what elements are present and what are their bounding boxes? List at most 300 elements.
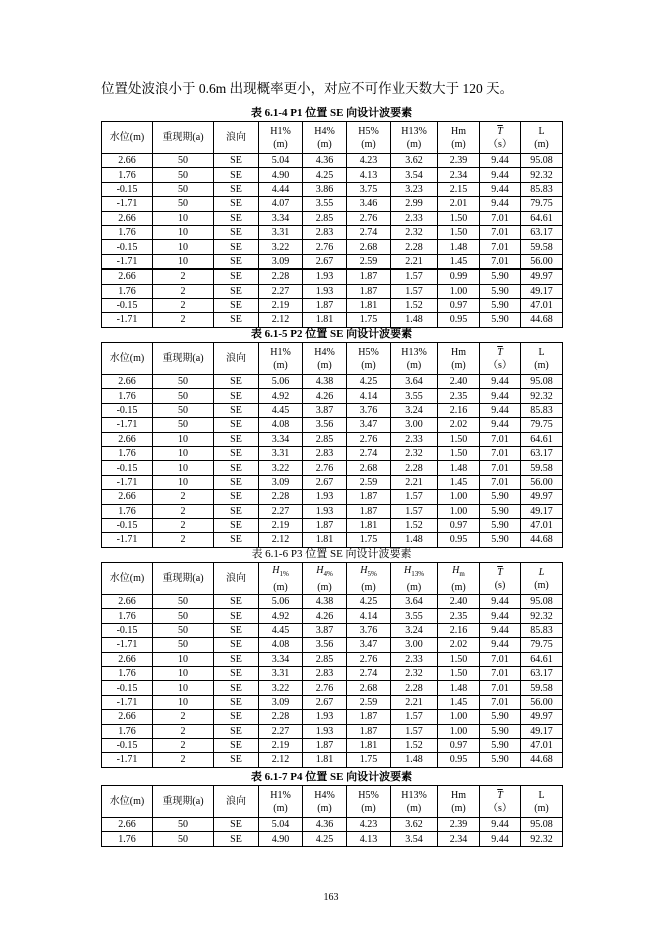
table-cell: SE [214,240,259,254]
table-cell: 3.64 [391,595,438,609]
table-cell: 2 [153,724,214,738]
table-cell: 5.90 [480,490,521,504]
table-cell: 0.95 [438,533,480,547]
table-cell: -1.71 [102,638,153,652]
table-cell: -1.71 [102,254,153,269]
table-cell: SE [214,225,259,239]
table-cell: 3.87 [303,403,347,417]
table-cell: 9.44 [480,197,521,211]
table-cell: 4.45 [259,623,303,637]
table-cell: 1.00 [438,710,480,724]
table-cell: 2.76 [347,652,391,666]
table-cell: 10 [153,695,214,709]
table-cell: 64.61 [521,432,563,446]
table-cell: 7.01 [480,446,521,460]
table-cell: 92.32 [521,832,563,846]
table-cell: 2.67 [303,475,347,489]
table-cell: 2.59 [347,254,391,269]
table-cell: 3.09 [259,695,303,709]
table-cell: 3.54 [391,832,438,846]
header-h4: H4% (m) [303,122,347,154]
table-cell: SE [214,595,259,609]
table-cell: 7.01 [480,666,521,680]
header-h1: H1% (m) [259,343,303,375]
table-cell: 4.23 [347,818,391,832]
table-cell: SE [214,724,259,738]
header-hm: Hm (m) [438,786,480,818]
table-cell: 2.85 [303,652,347,666]
table-cell: SE [214,211,259,225]
table-cell: SE [214,182,259,196]
table-cell: 1.76 [102,446,153,460]
table-cell: SE [214,738,259,752]
table-row [102,490,563,504]
table-cell: SE [214,446,259,460]
table-row [102,403,563,417]
table-cell: -0.15 [102,298,153,312]
table-cell: 5.90 [480,504,521,518]
table-cell: 64.61 [521,652,563,666]
table-cell: 2.34 [438,832,480,846]
table-cell: SE [214,753,259,767]
table-cell: 5.04 [259,154,303,168]
table-cell: 3.47 [347,418,391,432]
table-cell: 2.28 [391,461,438,475]
wave-table-p3 [101,562,563,768]
table-row [102,724,563,738]
table-cell: SE [214,432,259,446]
table-cell: 3.76 [347,403,391,417]
table-row [102,753,563,767]
table-cell: 50 [153,197,214,211]
table-cell: 1.93 [303,710,347,724]
table-cell: 2.39 [438,818,480,832]
table-cell: 2.19 [259,298,303,312]
table-row [102,389,563,403]
table-cell: 56.00 [521,475,563,489]
table-cell: 1.50 [438,432,480,446]
table-cell: 5.90 [480,284,521,298]
table-cell: 2.33 [391,652,438,666]
table-cell: 3.87 [303,623,347,637]
table-cell: 3.24 [391,623,438,637]
table-cell: 3.47 [347,638,391,652]
table-cell: 2.66 [102,375,153,389]
table-cell: 4.25 [347,595,391,609]
table-caption-6-1-6: 表 6.1-6 P3 位置 SE 向设计波要素 [251,548,412,560]
table-cell: 2.66 [102,154,153,168]
table-cell: 85.83 [521,623,563,637]
table-cell: 92.32 [521,609,563,623]
table-cell: 3.76 [347,623,391,637]
table-cell: 1.50 [438,666,480,680]
table-caption-6-1-5: 表 6.1-5 P2 位置 SE 向设计波要素 [250,328,413,340]
table-cell: 1.50 [438,211,480,225]
header-h4: $H_{4\%}$ (m) [303,563,347,595]
table-cell: 3.23 [391,182,438,196]
table-cell: 0.95 [438,753,480,767]
table-cell: SE [214,818,259,832]
table-row [102,818,563,832]
table-cell: 1.81 [303,313,347,327]
table-cell: 5.04 [259,818,303,832]
header-hm: $H_m$ (m) [438,563,480,595]
table-cell: 7.01 [480,254,521,269]
table-cell: 2.59 [347,475,391,489]
table-cell: SE [214,168,259,182]
table-row [102,240,563,254]
table-row [102,609,563,623]
table-cell: 49.17 [521,724,563,738]
header-water-level: 水位(m) [102,343,153,375]
header-hm: Hm (m) [438,122,480,154]
intro-paragraph: 位置处波浪小于 0.6m 出现概率更小，对应不可作业天数大于 120 天。 [101,81,514,96]
table-cell: 95.08 [521,375,563,389]
table-cell: 2.66 [102,652,153,666]
table-cell: 9.44 [480,403,521,417]
header-wave-direction: 浪向 [214,343,259,375]
table-cell: 1.81 [347,298,391,312]
table-cell: 7.01 [480,240,521,254]
table-cell: 4.14 [347,389,391,403]
header-h1: H1% (m) [259,786,303,818]
table-row [102,168,563,182]
table-cell: 7.01 [480,695,521,709]
table-cell: 9.44 [480,375,521,389]
table-cell: 5.90 [480,313,521,327]
table-cell: 4.90 [259,832,303,846]
table-cell: 2.76 [303,461,347,475]
table-cell: 3.62 [391,154,438,168]
table-cell: 1.57 [391,710,438,724]
table-cell: 47.01 [521,298,563,312]
table-cell: 3.55 [391,609,438,623]
table-cell: SE [214,197,259,211]
table-cell: 10 [153,446,214,460]
table-cell: 3.62 [391,818,438,832]
table-cell: 1.57 [391,504,438,518]
table-cell: SE [214,475,259,489]
table-cell: 2.28 [259,269,303,284]
table-cell: 1.76 [102,724,153,738]
table-cell: 0.97 [438,738,480,752]
table-cell: 3.31 [259,666,303,680]
header-wave-direction: 浪向 [214,122,259,154]
table-cell: 1.87 [303,738,347,752]
table-cell: 1.93 [303,284,347,298]
table-cell: 64.61 [521,211,563,225]
table-cell: 1.45 [438,475,480,489]
table-cell: 2.66 [102,432,153,446]
header-return-period: 重现期(a) [153,343,214,375]
table-cell: 2.66 [102,818,153,832]
table-cell: 1.48 [391,533,438,547]
table-cell: 2.85 [303,211,347,225]
table-cell: 7.01 [480,652,521,666]
table-cell: 2.32 [391,666,438,680]
table-cell: 2.34 [438,168,480,182]
header-wave-direction: 浪向 [214,563,259,595]
table-cell: 9.44 [480,818,521,832]
table-cell: 5.90 [480,724,521,738]
table-cell: SE [214,298,259,312]
table-cell: 50 [153,168,214,182]
table-cell: 2.02 [438,638,480,652]
header-period: $\overline{T}$ （s） [480,122,521,154]
table-cell: -1.71 [102,197,153,211]
table-cell: 7.01 [480,681,521,695]
header-h13: H13% (m) [391,343,438,375]
table-cell: 2 [153,504,214,518]
table-cell: 9.44 [480,832,521,846]
table-row [102,154,563,168]
table-cell: 10 [153,461,214,475]
table-cell: SE [214,254,259,269]
table-cell: 2.99 [391,197,438,211]
table-cell: 1.52 [391,518,438,532]
table-cell: 1.81 [347,738,391,752]
table-cell: SE [214,666,259,680]
table-row [102,475,563,489]
table-cell: 10 [153,254,214,269]
table-cell: 9.44 [480,154,521,168]
table-cell: 5.90 [480,738,521,752]
table-cell: 1.81 [303,753,347,767]
table-row [102,595,563,609]
table-cell: 1.76 [102,832,153,846]
table-cell: 50 [153,418,214,432]
table-cell: 49.97 [521,269,563,284]
table-cell: 2.27 [259,724,303,738]
table-cell: 3.75 [347,182,391,196]
table-cell: 2 [153,533,214,547]
table-cell: 2.74 [347,225,391,239]
table-cell: 2.66 [102,490,153,504]
table-cell: 0.99 [438,269,480,284]
table-cell: 2.21 [391,695,438,709]
table-cell: 1.87 [303,298,347,312]
table-cell: SE [214,710,259,724]
table-cell: 4.14 [347,609,391,623]
table-cell: SE [214,681,259,695]
table-cell: 4.36 [303,154,347,168]
table-cell: -1.71 [102,313,153,327]
table-cell: 10 [153,652,214,666]
table-cell: 44.68 [521,753,563,767]
table-cell: 50 [153,818,214,832]
table-cell: -1.71 [102,418,153,432]
table-cell: 49.17 [521,504,563,518]
table-cell: 2.40 [438,375,480,389]
table-cell: 4.44 [259,182,303,196]
table-cell: 10 [153,666,214,680]
header-hm: Hm (m) [438,343,480,375]
header-return-period: 重现期(a) [153,122,214,154]
table-cell: 1.00 [438,490,480,504]
table-cell: -0.15 [102,403,153,417]
table-cell: 1.87 [347,269,391,284]
table-row [102,182,563,196]
table-cell: 2 [153,490,214,504]
table-cell: 50 [153,609,214,623]
table-cell: 50 [153,389,214,403]
table-cell: 1.76 [102,666,153,680]
table-cell: 9.44 [480,389,521,403]
table-cell: 50 [153,595,214,609]
table-cell: SE [214,518,259,532]
table-cell: 50 [153,832,214,846]
table-cell: 50 [153,638,214,652]
table-cell: 1.45 [438,695,480,709]
table-cell: 2.68 [347,461,391,475]
table-cell: 1.81 [303,533,347,547]
table-cell: 79.75 [521,638,563,652]
table-cell: 49.17 [521,284,563,298]
table-cell: 3.34 [259,432,303,446]
header-h13: $H_{13\%}$ (m) [391,563,438,595]
table-cell: SE [214,832,259,846]
table-cell: -1.71 [102,695,153,709]
wave-table-p2 [101,342,563,548]
table-cell: 1.57 [391,269,438,284]
table-cell: 2 [153,710,214,724]
table-cell: SE [214,154,259,168]
table-cell: 2.68 [347,681,391,695]
table-cell: SE [214,695,259,709]
table-cell: 1.45 [438,254,480,269]
table-cell: 9.44 [480,609,521,623]
table-cell: 3.31 [259,225,303,239]
table-cell: 2.83 [303,666,347,680]
table-cell: 2.01 [438,197,480,211]
table-cell: 10 [153,681,214,695]
table-row [102,375,563,389]
table-cell: 4.13 [347,168,391,182]
table-cell: SE [214,623,259,637]
table-cell: 2.33 [391,432,438,446]
table-cell: 85.83 [521,182,563,196]
table-cell: 10 [153,475,214,489]
table-cell: 1.76 [102,284,153,298]
table-cell: 50 [153,623,214,637]
table-caption-6-1-7: 表 6.1-7 P4 位置 SE 向设计波要素 [250,771,413,783]
table-cell: -1.71 [102,475,153,489]
table-cell: 2.74 [347,666,391,680]
table-cell: 2.67 [303,254,347,269]
table-cell: 9.44 [480,182,521,196]
table-cell: 2.66 [102,595,153,609]
table-cell: 1.00 [438,284,480,298]
table-cell: 2.15 [438,182,480,196]
table-cell: 1.57 [391,490,438,504]
table-cell: 2.66 [102,710,153,724]
table-cell: 1.87 [303,518,347,532]
table-cell: 2 [153,753,214,767]
table-row [102,518,563,532]
table-cell: -0.15 [102,681,153,695]
table-cell: 5.90 [480,710,521,724]
table-cell: 2.76 [303,681,347,695]
table-cell: 4.92 [259,389,303,403]
table-row [102,695,563,709]
table-cell: 1.81 [347,518,391,532]
table-cell: 95.08 [521,818,563,832]
header-h13: H13% (m) [391,786,438,818]
table-cell: 10 [153,211,214,225]
table-cell: 1.52 [391,298,438,312]
table-cell: 2.27 [259,504,303,518]
table-cell: 2.35 [438,389,480,403]
table-row [102,432,563,446]
table-cell: 3.09 [259,254,303,269]
table-cell: 1.87 [347,504,391,518]
table-cell: 63.17 [521,666,563,680]
table-cell: 50 [153,375,214,389]
header-period: $\overline{T}$ （s） [480,786,521,818]
header-return-period: 重现期(a) [153,786,214,818]
wave-table-p1 [101,121,563,328]
table-cell: 7.01 [480,225,521,239]
table-cell: 2.19 [259,518,303,532]
table-cell: 2 [153,738,214,752]
table-cell: 47.01 [521,518,563,532]
table-cell: 2.76 [303,240,347,254]
table-cell: 3.00 [391,418,438,432]
table-cell: 49.97 [521,710,563,724]
table-row [102,446,563,460]
header-wavelength: L (m) [521,563,563,595]
table-row [102,313,563,327]
table-cell: 2.16 [438,403,480,417]
table-cell: 3.24 [391,403,438,417]
table-cell: SE [214,313,259,327]
table-cell: 50 [153,154,214,168]
table-cell: 5.90 [480,269,521,284]
header-period: $\overline{T}$ （s） [480,343,521,375]
header-water-level: 水位(m) [102,122,153,154]
table-cell: 1.76 [102,225,153,239]
table-cell: 3.09 [259,475,303,489]
table-cell: 56.00 [521,695,563,709]
table-cell: 2.85 [303,432,347,446]
table-cell: SE [214,533,259,547]
header-h4: H4% (m) [303,343,347,375]
header-wave-direction: 浪向 [214,786,259,818]
table-row [102,504,563,518]
table-cell: 44.68 [521,313,563,327]
table-cell: 79.75 [521,197,563,211]
table-cell: 85.83 [521,403,563,417]
table-cell: -1.71 [102,753,153,767]
table-cell: -0.15 [102,182,153,196]
table-cell: 59.58 [521,461,563,475]
table-cell: 2.39 [438,154,480,168]
table-cell: 2.21 [391,475,438,489]
table-cell: 2.66 [102,269,153,284]
table-caption-6-1-4: 表 6.1-4 P1 位置 SE 向设计波要素 [250,107,413,119]
table-cell: 2.76 [347,432,391,446]
table-cell: 3.55 [391,389,438,403]
table-cell: 2.35 [438,609,480,623]
table-cell: 1.93 [303,724,347,738]
table-cell: 4.26 [303,609,347,623]
table-cell: -0.15 [102,518,153,532]
table-cell: 9.44 [480,638,521,652]
table-row [102,298,563,312]
table-cell: 5.90 [480,298,521,312]
table-cell: 3.56 [303,638,347,652]
table-cell: 2.32 [391,225,438,239]
